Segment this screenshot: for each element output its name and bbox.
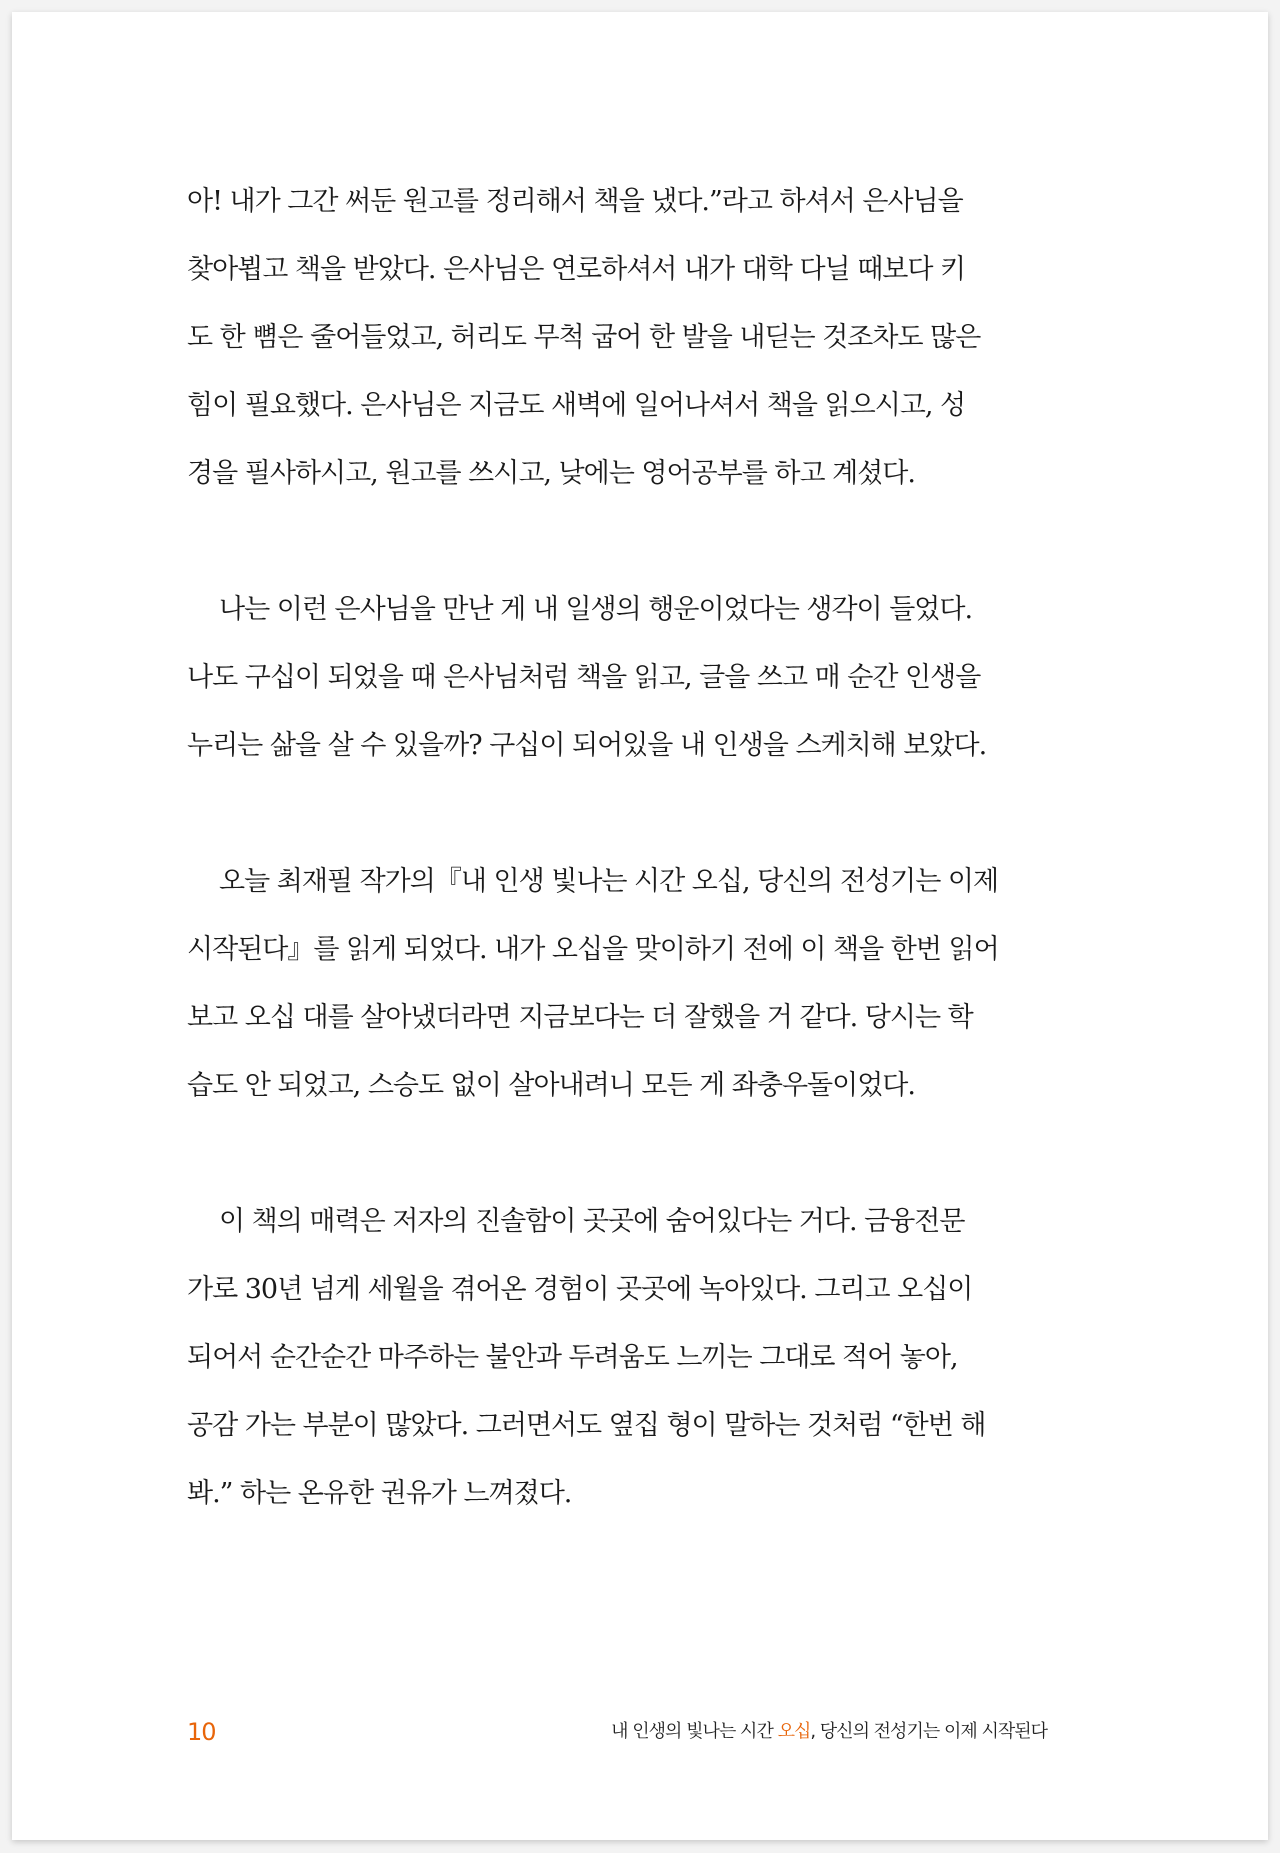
text-line: 가로 30년 넘게 세월을 겪어온 경험이 곳곳에 녹아있다. 그리고 오십이 <box>187 1274 973 1305</box>
text-line: 되어서 순간순간 마주하는 불안과 두려움도 느끼는 그대로 적어 놓아, <box>187 1342 958 1373</box>
text-line: 힘이 필요했다. 은사님은 지금도 새벽에 일어나셔서 책을 읽으시고, 성 <box>187 390 966 421</box>
text-line: 나도 구십이 되었을 때 은사님처럼 책을 읽고, 글을 쓰고 매 순간 인생을 <box>187 662 981 693</box>
paragraph-4 <box>187 1188 1047 1528</box>
body-text <box>187 168 1047 1596</box>
text-line: 경을 필사하시고, 원고를 쓰시고, 낮에는 영어공부를 하고 계셨다. <box>187 458 915 489</box>
running-title-after: , 당신의 전성기는 이제 시작된다 <box>810 1721 1047 1742</box>
text-line: 아! 내가 그간 써둔 원고를 정리해서 책을 냈다.”라고 하셔서 은사님을 <box>187 186 963 217</box>
text-line: 시작된다』를 읽게 되었다. 내가 오십을 맞이하기 전에 이 책을 한번 읽어 <box>187 934 999 965</box>
paragraph-2 <box>187 576 1047 780</box>
running-title-highlight: 오십 <box>777 1721 811 1742</box>
running-title-before: 내 인생의 빛나는 시간 <box>611 1721 778 1742</box>
paragraph-1 <box>187 168 1047 508</box>
text-line: 공감 가는 부분이 많았다. 그러면서도 옆집 형이 말하는 것처럼 “한번 해 <box>187 1410 986 1441</box>
book-page <box>12 12 1268 1840</box>
text-line: 봐.” 하는 온유한 권유가 느껴졌다. <box>187 1478 572 1509</box>
text-line: 찾아뵙고 책을 받았다. 은사님은 연로하셔서 내가 대학 다닐 때보다 키 <box>187 254 966 285</box>
running-title <box>611 1712 1047 1752</box>
page-footer <box>187 1712 1047 1752</box>
text-line: 습도 안 되었고, 스승도 없이 살아내려니 모든 게 좌충우돌이었다. <box>187 1070 915 1101</box>
text-line: 누리는 삶을 살 수 있을까? 구십이 되어있을 내 인생을 스케치해 보았다. <box>187 730 987 761</box>
text-line: 오늘 최재필 작가의『내 인생 빛나는 시간 오십, 당신의 전성기는 이제 <box>219 866 999 897</box>
text-line: 나는 이런 은사님을 만난 게 내 일생의 행운이었다는 생각이 들었다. <box>219 594 973 625</box>
text-line: 보고 오십 대를 살아냈더라면 지금보다는 더 잘했을 거 같다. 당시는 학 <box>187 1002 973 1033</box>
page-number: 10 <box>187 1718 216 1746</box>
text-line: 도 한 뼘은 줄어들었고, 허리도 무척 굽어 한 발을 내딛는 것조차도 많은 <box>187 322 981 353</box>
paragraph-3 <box>187 848 1047 1120</box>
text-line: 이 책의 매력은 저자의 진솔함이 곳곳에 숨어있다는 거다. 금융전문 <box>219 1206 965 1237</box>
